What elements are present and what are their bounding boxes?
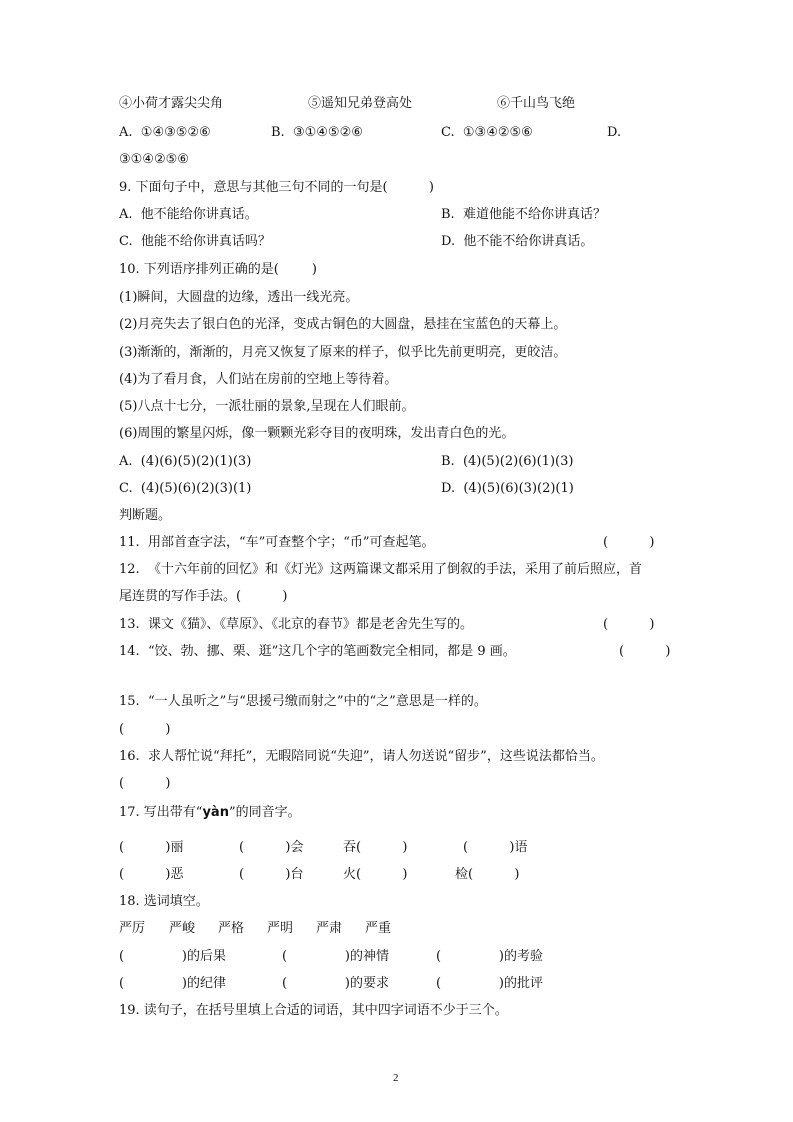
q10-option-d: D. (4)(5)(6)(3)(2)(1) [441, 481, 574, 496]
q8-option-d-value: ③①④②⑤⑥ [119, 152, 189, 167]
q9-option-a: A. 他不能给你讲真话。 [119, 207, 258, 222]
q13-answer-blank[interactable]: ( ) [603, 617, 655, 632]
q17-stem [119, 805, 301, 821]
q18-word-1: 严厉 [119, 921, 146, 936]
q18-word-2: 严峻 [169, 921, 196, 936]
q17-blank-1-3[interactable]: 吞( ) [343, 840, 408, 855]
q17-blank-2-4[interactable]: 检( ) [455, 867, 520, 882]
q11-answer-blank[interactable]: ( ) [603, 535, 655, 550]
q17-pinyin: yàn [202, 805, 229, 820]
q9-stem: 9. 下面句子中，意思与其他三句不同的一句是( ) [119, 180, 435, 195]
q17-blank-1-2[interactable]: ( )会 [239, 840, 304, 855]
q10-sentence-4: (4)为了看月食，人们站在房前的空地上等待着。 [119, 372, 398, 387]
q8-option-d: D. [607, 125, 622, 140]
q8-option-a: A. ①④③⑤②⑥ [119, 125, 211, 140]
q10-sentence-1: (1)瞬间，大圆盘的边缘，透出一线光亮。 [119, 290, 359, 305]
q17-blank-2-2[interactable]: ( )台 [239, 867, 304, 882]
q14-text: 14. “饺、勃、挪、栗、逛”这几个字的笔画数完全相同，都是 9 画。 [119, 644, 516, 659]
q14-answer-blank[interactable]: ( ) [619, 644, 671, 659]
q18-blank-1-1[interactable]: ( )的后果 [119, 949, 226, 964]
q17-blank-2-3[interactable]: 火( ) [343, 867, 408, 882]
q18-stem: 18. 选词填空。 [119, 894, 209, 909]
q18-blank-2-2[interactable]: ( )的要求 [282, 976, 389, 991]
q8-item-4: ④小荷才露尖尖角 [119, 96, 224, 111]
q18-blank-1-2[interactable]: ( )的神情 [282, 949, 389, 964]
q11-text: 11. 用部首查字法，“车”可查整个字；“币”可查起笔。 [119, 535, 435, 550]
q10-option-c: C. (4)(5)(6)(2)(3)(1) [119, 481, 252, 496]
q10-option-b: B. (4)(5)(2)(6)(1)(3) [441, 454, 574, 469]
q8-item-6: ⑥千山鸟飞绝 [497, 96, 576, 111]
q18-word-6: 严重 [365, 921, 392, 936]
page-number: 2 [393, 1072, 399, 1084]
q17-blank-2-1[interactable]: ( )恶 [119, 867, 184, 882]
q18-blank-2-3[interactable]: ( )的批评 [436, 976, 543, 991]
q10-sentence-2: (2)月亮失去了银白色的光泽，变成古铜色的大圆盘，悬挂在宝蓝色的天幕上。 [119, 317, 567, 332]
q16-text: 16. 求人帮忙说“拜托”，无暇陪同说“失迎”，请人勿送说“留步”，这些说法都恰当。 [119, 749, 604, 764]
q10-sentence-5: (5)八点十七分，一派壮丽的景象,呈现在人们眼前。 [119, 399, 415, 414]
q10-option-a: A. (4)(6)(5)(2)(1)(3) [119, 454, 252, 469]
q18-word-4: 严明 [267, 921, 294, 936]
q9-option-b: B. 难道他能不给你讲真话？ [441, 207, 606, 222]
q16-answer-blank[interactable]: ( ) [119, 776, 171, 791]
q12-line-2: 尾连贯的写作手法。( ) [119, 589, 288, 604]
q19-stem: 19. 读句子，在括号里填上合适的词语，其中四字词语不少于三个。 [119, 1003, 508, 1018]
q8-item-5: ⑤遥知兄弟登高处 [308, 96, 413, 111]
q18-word-3: 严格 [218, 921, 245, 936]
q15-text: 15. “一人虽听之”与“思援弓缴而射之”中的“之”意思是一样的。 [119, 694, 487, 709]
q17-blank-1-4[interactable]: ( )语 [463, 840, 528, 855]
q12-line-1: 12. 《十六年前的回忆》和《灯光》这两篇课文都采用了倒叙的手法，采用了前后照应，首 [119, 562, 642, 577]
q17-stem-suffix: ”的同音字。 [228, 805, 301, 820]
q10-sentence-6: (6)周围的繁星闪烁，像一颗颗光彩夺目的夜明珠，发出青白色的光。 [119, 426, 515, 441]
q18-blank-1-3[interactable]: ( )的考验 [436, 949, 543, 964]
q18-blank-2-1[interactable]: ( )的纪律 [119, 976, 226, 991]
q8-option-b: B. ③①④⑤②⑥ [271, 125, 363, 140]
q15-answer-blank[interactable]: ( ) [119, 722, 171, 737]
q17-stem-prefix: 17. 写出带有“ [119, 805, 203, 820]
section-heading-judge: 判断题。 [119, 508, 172, 523]
q18-word-5: 严肃 [316, 921, 343, 936]
q10-stem: 10. 下列语序排列正确的是( ) [119, 262, 318, 277]
q17-blank-1-1[interactable]: ( )丽 [119, 840, 184, 855]
q10-sentence-3: (3)渐渐的，渐渐的，月亮又恢复了原来的样子，似乎比先前更明亮，更皎洁。 [119, 345, 567, 360]
q9-option-c: C. 他能不给你讲真话吗？ [119, 234, 271, 249]
q13-text: 13. 课文《猫》、《草原》、《北京的春节》都是老舍先生写的。 [119, 617, 473, 632]
q8-option-c: C. ①③④②⑤⑥ [441, 125, 533, 140]
q9-option-d: D. 他不能不给你讲真话。 [441, 234, 594, 249]
